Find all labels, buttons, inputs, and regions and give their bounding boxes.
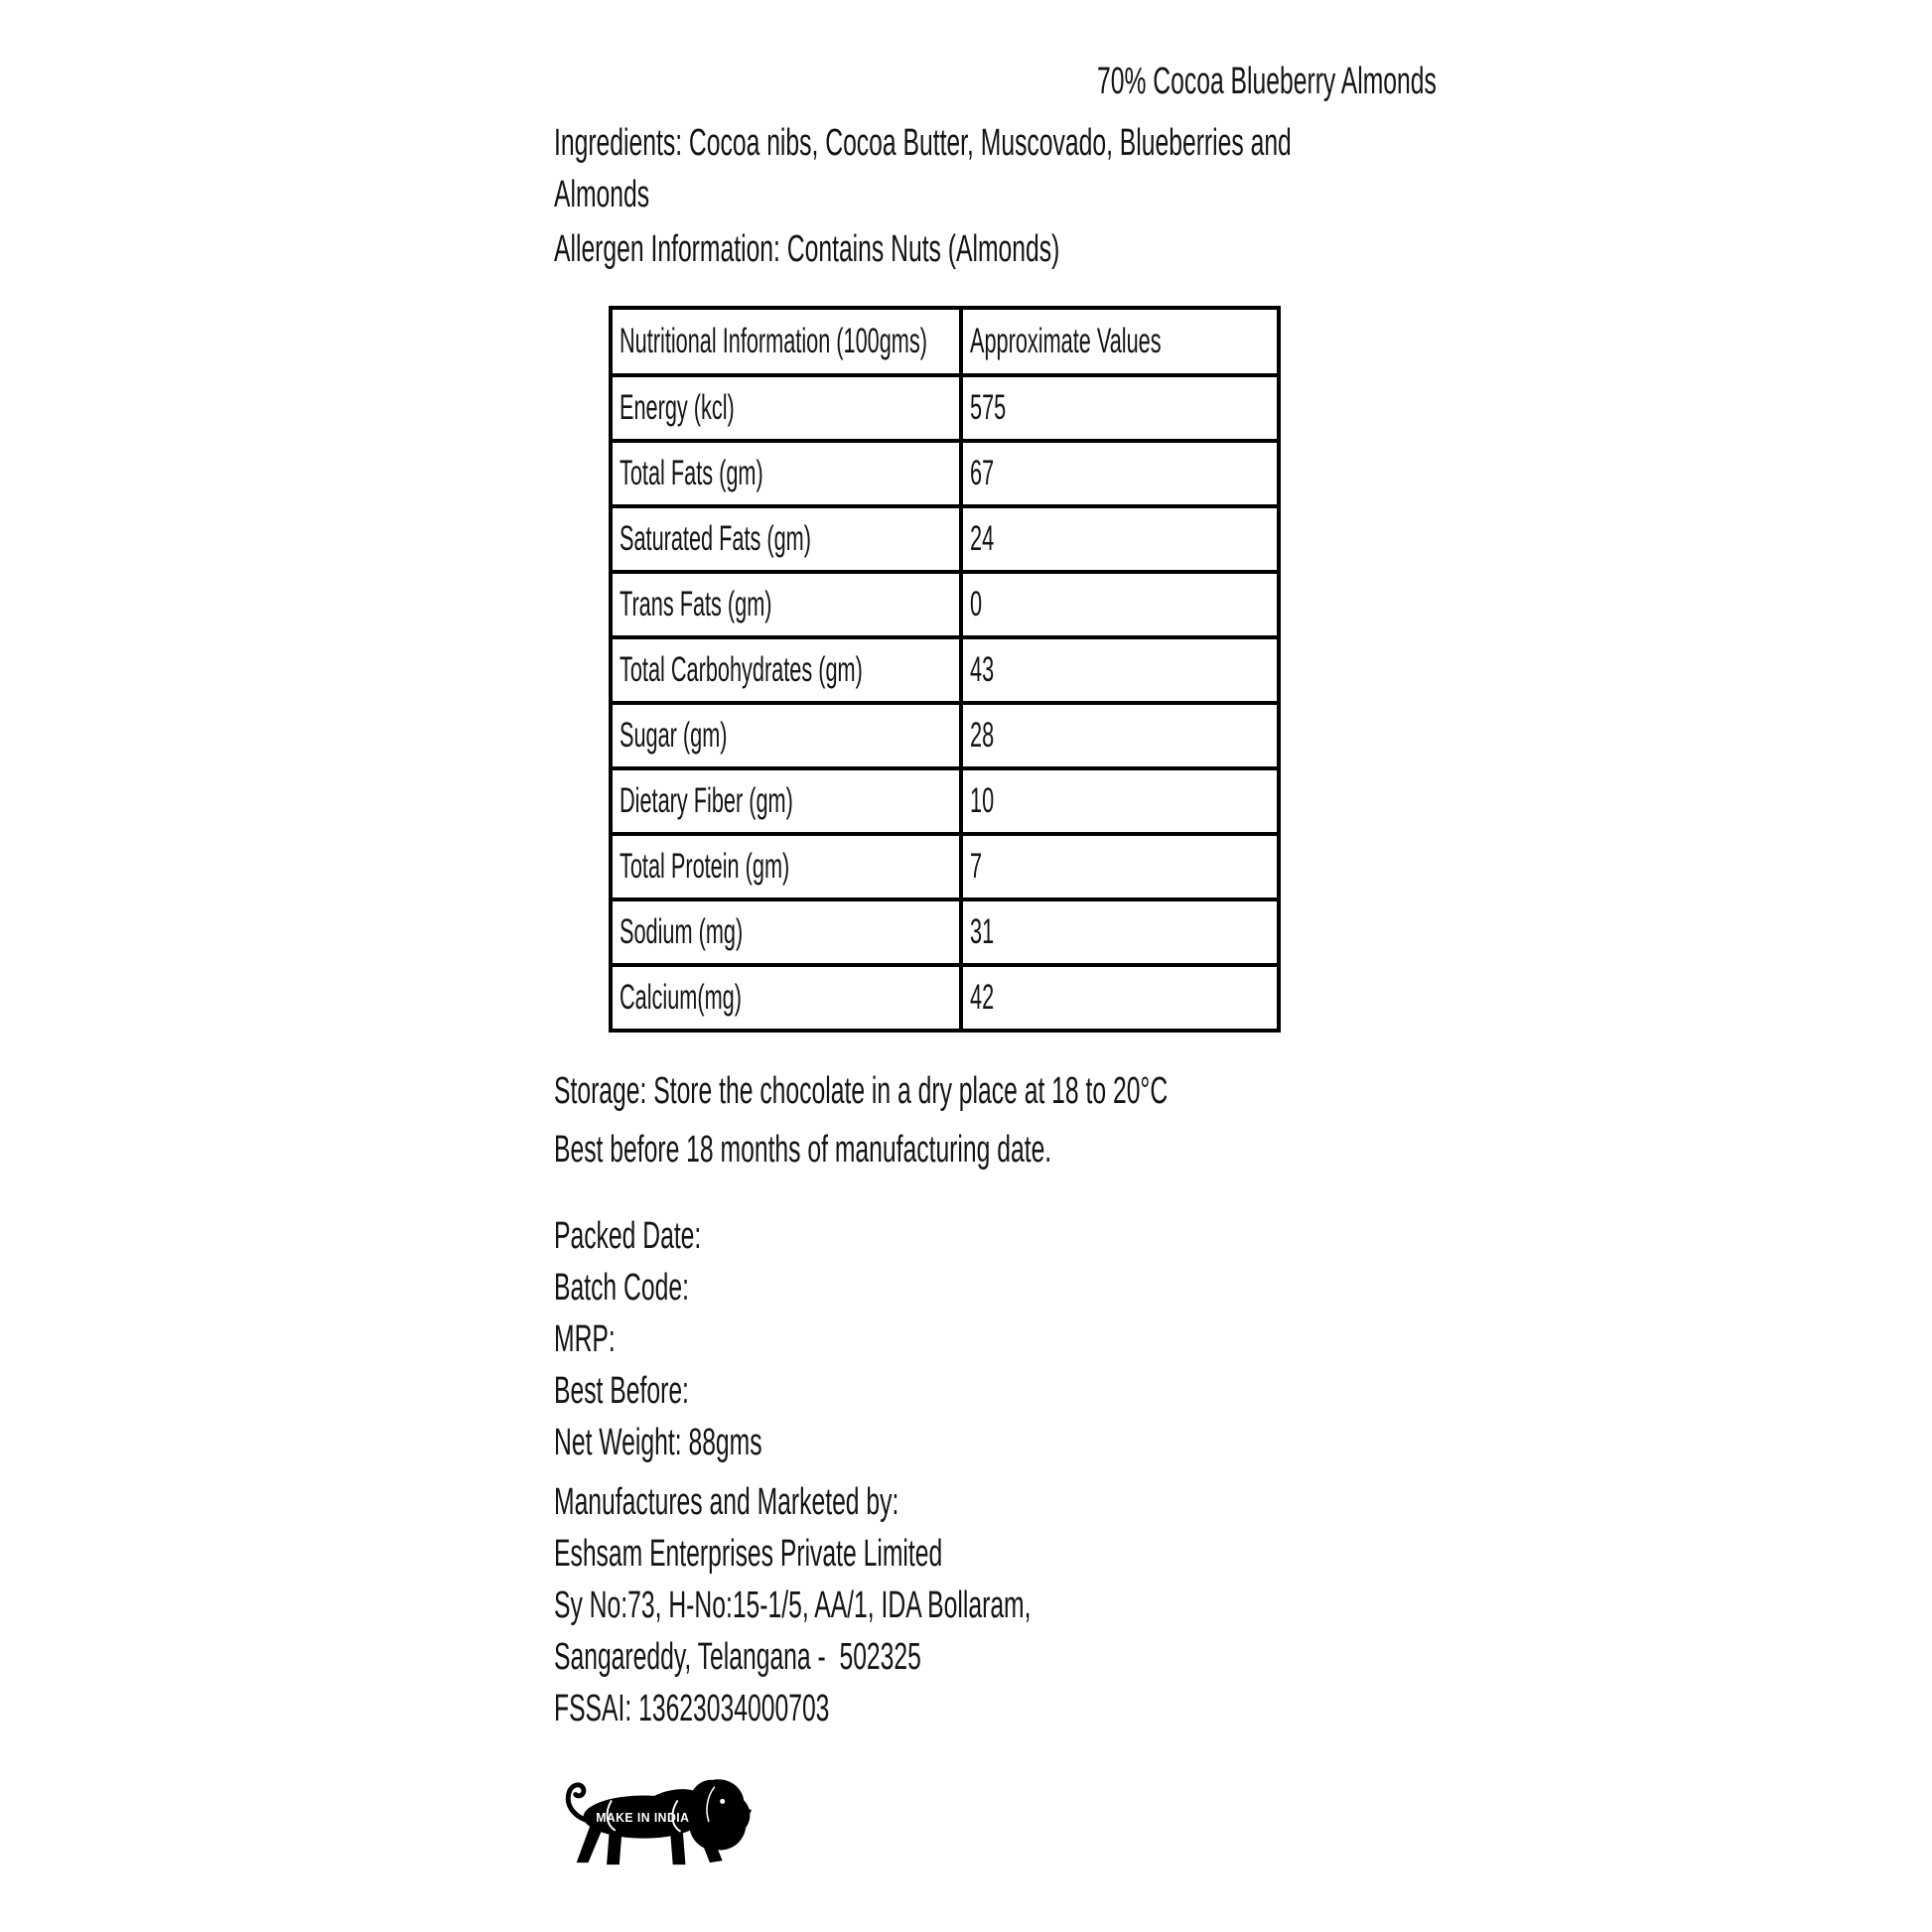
- table-row: [611, 834, 1279, 899]
- mrp-line: MRP:: [554, 1318, 616, 1360]
- company-name-line: Eshsam Enterprises Private Limited: [554, 1533, 943, 1575]
- address-line-2: Sangareddy, Telangana - 502325: [554, 1636, 921, 1678]
- nutrition-table: [609, 306, 1281, 1033]
- ingredients-line: Ingredients: Cocoa nibs, Cocoa Butter, Muscovado, Blueberries and: [554, 122, 1292, 164]
- nutrition-table-header-row: [611, 308, 1279, 375]
- row-label: Energy (kcl): [611, 375, 961, 441]
- table-row: [611, 506, 1279, 572]
- product-title: [1097, 56, 1619, 107]
- product-title-text: 70% Cocoa Blueberry Almonds: [1097, 61, 1437, 102]
- table-row: [611, 965, 1279, 1031]
- manufacturer-block: [554, 1476, 1288, 1734]
- net-weight-line: Net Weight: 88gms: [554, 1422, 762, 1463]
- table-row: [611, 572, 1279, 637]
- row-value: 28: [961, 703, 1279, 768]
- best-before-note-line: Best before 18 months of manufacturing date.: [554, 1129, 1052, 1171]
- manufactured-by-line: Manufactures and Marketed by:: [554, 1481, 899, 1523]
- fssai-line: FSSAI: 13623034000703: [554, 1688, 830, 1729]
- make-in-india-logo: [561, 1771, 756, 1868]
- table-row: [611, 637, 1279, 703]
- row-label: Total Protein (gm): [611, 834, 961, 899]
- row-value: 43: [961, 637, 1279, 703]
- row-label: Sugar (gm): [611, 703, 961, 768]
- row-label: Dietary Fiber (gm): [611, 768, 961, 834]
- nutrition-header-value-cell: Approximate Values: [961, 308, 1279, 375]
- pack-info-block: [554, 1210, 874, 1468]
- table-row: [611, 768, 1279, 834]
- row-value: 10: [961, 768, 1279, 834]
- allergen-line: Allergen Information: Contains Nuts (Almonds): [554, 228, 1060, 270]
- storage-line: Storage: Store the chocolate in a dry place at 18 to 20°C: [554, 1070, 1169, 1112]
- row-value: 67: [961, 441, 1279, 506]
- best-before-line: Best Before:: [554, 1370, 689, 1412]
- row-value: 7: [961, 834, 1279, 899]
- nutrition-header-label-cell: Nutritional Information (100gms): [611, 308, 961, 375]
- storage-paragraph: [554, 1062, 1498, 1179]
- row-value: 31: [961, 899, 1279, 965]
- row-value: 42: [961, 965, 1279, 1031]
- table-row: [611, 899, 1279, 965]
- row-label: Total Carbohydrates (gm): [611, 637, 961, 703]
- table-row: [611, 375, 1279, 441]
- row-value: 0: [961, 572, 1279, 637]
- row-label: Sodium (mg): [611, 899, 961, 965]
- ingredients-line: Almonds: [554, 174, 650, 215]
- packed-date-line: Packed Date:: [554, 1215, 702, 1257]
- table-row: [611, 441, 1279, 506]
- logo-text: MAKE IN INDIA: [596, 1809, 690, 1825]
- row-label: Saturated Fats (gm): [611, 506, 961, 572]
- table-row: [611, 703, 1279, 768]
- row-value: 575: [961, 375, 1279, 441]
- row-label: Trans Fats (gm): [611, 572, 961, 637]
- row-label: Calcium(mg): [611, 965, 961, 1031]
- batch-code-line: Batch Code:: [554, 1267, 689, 1309]
- ingredients-paragraph: [554, 117, 1689, 220]
- address-line-1: Sy No:73, H-No:15-1/5, AA/1, IDA Bollaram,: [554, 1585, 1032, 1626]
- row-value: 24: [961, 506, 1279, 572]
- row-label: Total Fats (gm): [611, 441, 961, 506]
